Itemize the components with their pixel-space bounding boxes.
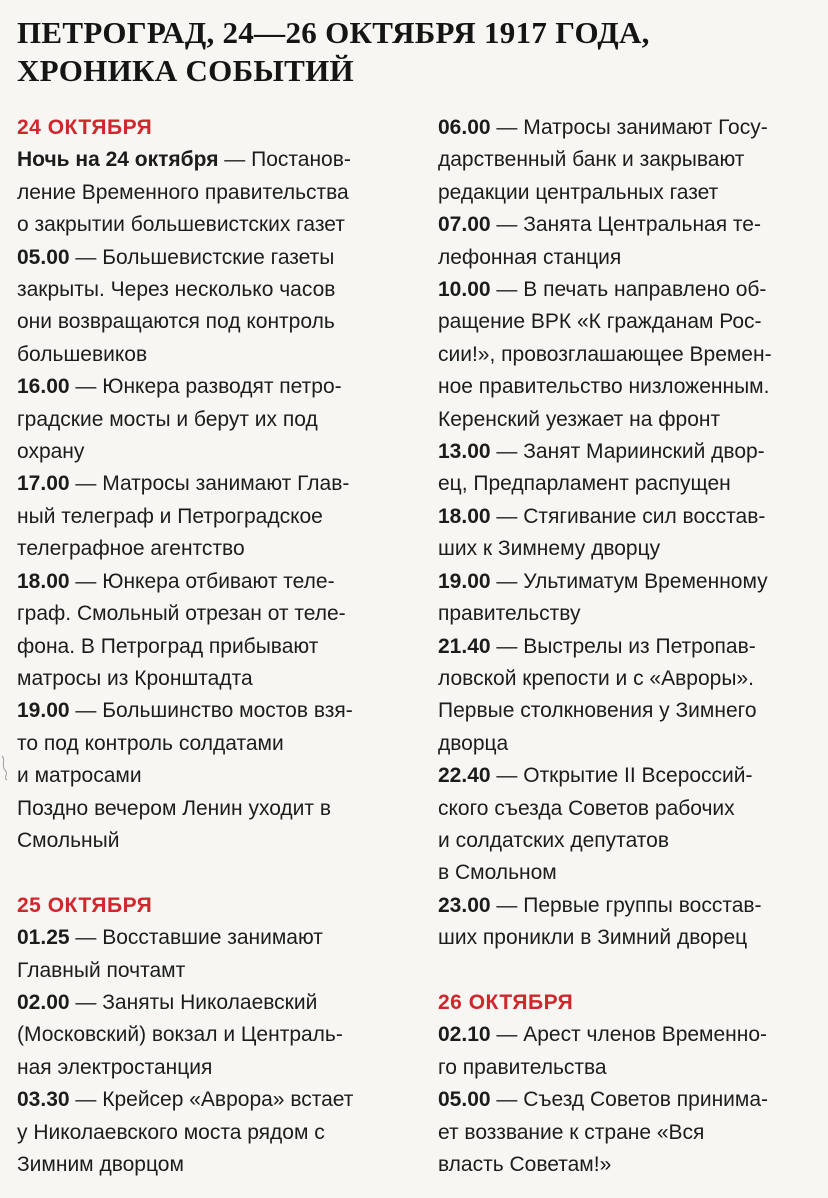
timeline-entry [17,695,412,792]
entry-text: — Занята Центральная те- [490,213,761,237]
entry-time: 23.00 [438,893,491,917]
timeline-entry [438,112,818,209]
entry-text: матросы из Кронштадта [17,666,253,690]
entry-text: фона. В Петроград прибывают [17,634,319,658]
entry-time: 02.10 [438,1023,491,1047]
margin-mark-icon [0,752,12,782]
entry-time: 21.40 [438,634,491,658]
entry-text: ная электростанция [17,1055,213,1079]
timeline-entry [17,566,412,696]
timeline-entry [17,144,412,241]
title-line-1: ПЕТРОГРАД, 24—26 ОКТЯБРЯ 1917 ГОДА, [17,15,650,50]
entry-text: — В печать направлено об- [490,278,767,302]
entry-text: ших проникли в Зимний дворец [438,926,748,950]
timeline-entry [17,371,412,468]
entry-text: — Открытие II Всероссий- [490,764,753,788]
timeline-entry [438,436,818,501]
entry-text: дарственный банк и закрывают [438,148,745,172]
entry-text: Смольный [17,828,120,852]
entry-text: — Матросы занимают Глав- [69,472,350,496]
entry-time: 16.00 [17,375,70,399]
entry-text: и матросами [17,764,142,788]
timeline-entry [438,760,818,890]
page-title [17,14,807,90]
timeline-entry [438,1019,818,1084]
timeline-entry [17,922,412,987]
entry-text: — Юнкера отбивают теле- [69,569,335,593]
entry-text: — Первые группы восстав- [490,893,762,917]
entry-text: ращение ВРК «К гражданам Рос- [438,310,762,334]
entry-time: 18.00 [17,569,70,593]
entry-time: 06.00 [438,116,491,139]
entry-text: ный телеграф и Петроградское [17,504,323,528]
entry-text: граф. Смольный отрезан от теле- [17,602,346,626]
entry-text: — Ультиматум Временному [490,569,768,593]
left-column [17,112,412,1181]
title-line-2: ХРОНИКА СОБЫТИЙ [17,53,354,88]
timeline-entry [17,793,412,858]
entry-time: 10.00 [438,278,491,302]
entry-text: в Смольном [438,861,557,885]
entry-text: ловской крепости и с «Авроры». [438,666,754,690]
entry-time: 18.00 [438,504,491,528]
entry-text: ление Временного правительства [17,180,349,204]
entry-text: закрыты. Через несколько часов [17,278,336,302]
timeline-entry [438,274,818,436]
entry-text: большевиков [17,342,148,366]
entry-text: Зимним дворцом [17,1152,184,1176]
entry-time: 19.00 [17,699,70,723]
entry-text: лефонная станция [438,245,622,269]
day-heading-25: 25 ОКТЯБРЯ [17,893,153,917]
entry-text: — Выстрелы из Петропав- [490,634,756,658]
timeline-entry [438,209,818,274]
timeline-entry [17,468,412,565]
entry-text: о закрытии большевистских газет [17,213,345,237]
entry-text: то под контроль солдатами [17,731,284,755]
timeline-entry [438,1084,818,1181]
entry-text: дворца [438,731,509,755]
entry-text: — Большинство мостов взя- [69,699,353,723]
timeline-entry [17,242,412,372]
section-gap [17,857,412,889]
entry-text: и солдатских депутатов [438,828,669,852]
entry-time: 07.00 [438,213,491,237]
entry-text: редакции центральных газет [438,180,719,204]
section-gap [438,955,818,987]
timeline-entry [17,1084,412,1181]
entry-time: 17.00 [17,472,70,496]
entry-text: охрану [17,440,85,464]
right-column [438,112,818,1181]
entry-text: — Занят Мариинский двор- [490,440,765,464]
entry-text: Поздно вечером Ленин уходит в [17,796,332,820]
entry-time: 05.00 [17,245,70,269]
entry-time: 19.00 [438,569,491,593]
entry-text: — Восставшие занимают [69,926,323,950]
entry-time: 05.00 [438,1088,491,1112]
entry-text: (Московский) вокзал и Централь- [17,1023,343,1047]
entry-time: 13.00 [438,440,491,464]
timeline-entry [438,631,818,761]
entry-text: ского съезда Советов рабочих [438,796,735,820]
entry-text: ец, Предпарламент распущен [438,472,731,496]
entry-text: — Арест членов Временно- [490,1023,768,1047]
entry-text: ное правительство низложенным. [438,375,770,399]
entry-text: они возвращаются под контроль [17,310,335,334]
entry-text: — Заняты Николаевский [69,990,318,1014]
entry-text: — Стягивание сил восстав- [490,504,766,528]
entry-text: Главный почтамт [17,958,186,982]
entry-text: власть Советам!» [438,1152,612,1176]
day-heading-24: 24 ОКТЯБРЯ [17,116,153,139]
entry-text: ших к Зимнему дворцу [438,537,661,561]
entry-text: Керенский уезжает на фронт [438,407,721,431]
entry-time: 03.30 [17,1088,70,1112]
entry-text: го правительства [438,1055,607,1079]
entry-text: — Съезд Советов принима- [490,1088,769,1112]
entry-time: 22.40 [438,764,491,788]
entry-text: ет воззвание к стране «Вся [438,1120,705,1144]
entry-text: — Большевистские газеты [69,245,335,269]
timeline-entry [438,890,818,955]
entry-text: сии!», провозглашающее Времен- [438,342,772,366]
entry-text: — Матросы занимают Госу- [490,116,768,139]
entry-text: у Николаевского моста рядом с [17,1120,325,1144]
entry-text: телеграфное агентство [17,537,245,561]
entry-time: 01.25 [17,926,70,950]
entry-text: — Постанов- [218,148,351,172]
timeline-entry [438,501,818,566]
entry-time: 02.00 [17,990,70,1014]
entry-text: — Юнкера разводят петро- [69,375,342,399]
timeline-entry [438,566,818,631]
entry-time: Ночь на 24 октября [17,148,219,172]
entry-text: Первые столкновения у Зимнего [438,699,757,723]
timeline-entry [17,987,412,1084]
entry-text: правительству [438,602,581,626]
day-heading-26: 26 ОКТЯБРЯ [438,990,574,1014]
entry-text: градские мосты и берут их под [17,407,318,431]
entry-text: — Крейсер «Аврора» встает [69,1088,354,1112]
